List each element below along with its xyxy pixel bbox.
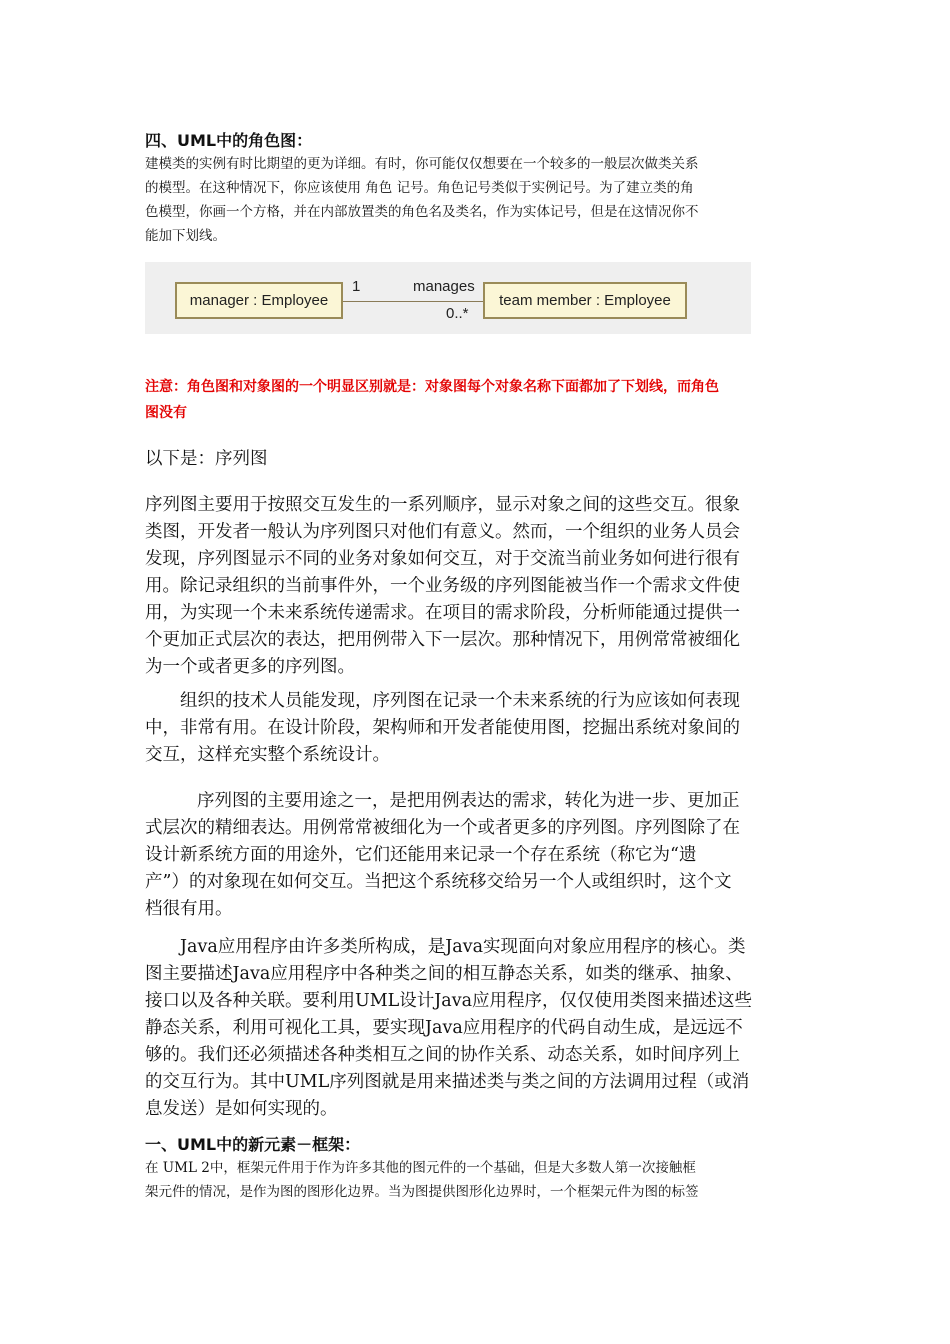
paragraph-1 (145, 492, 815, 681)
text-line: 的交互行为。其中UML序列图就是用来描述类与类之间的方法调用过程（或消 (145, 1072, 750, 1092)
frame-description (145, 1156, 815, 1204)
role-diagram-description (145, 152, 815, 248)
role-box-manager: manager : Employee (175, 282, 343, 319)
text-line: 的模型。在这种情况下，你应该使用 角色 记号。角色记号类似于实例记号。为了建立类的角 (145, 180, 694, 196)
note-line: 图没有 (145, 405, 187, 421)
association-line (343, 301, 483, 302)
text-line: 息发送）是如何实现的。 (145, 1099, 338, 1119)
text-line: 架元件的情况，是作为图的图形化边界。当为图提供图形化边界时，一个框架元件为图的标签 (145, 1184, 699, 1200)
paragraph-3 (145, 788, 815, 923)
text-line: 发现，序列图显示不同的业务对象如何交互，对于交流当前业务如何进行很有 (145, 549, 740, 569)
text-line: 用，为实现一个未来系统传递需求。在项目的需求阶段，分析师能通过提供一 (145, 603, 740, 623)
paragraph-2 (145, 688, 815, 769)
text-line: 组织的技术人员能发现，序列图在记录一个未来系统的行为应该如何表现 (180, 691, 740, 711)
role-diagram-figure (145, 262, 751, 334)
multiplicity-one: 1 (352, 278, 361, 295)
association-label: manages (413, 278, 475, 295)
text-line: 在 UML 2中，框架元件用于作为许多其他的图元件的一个基础，但是大多数人第一次接触框 (145, 1160, 696, 1176)
sequence-intro: 以下是：序列图 (145, 449, 268, 469)
text-line: 产”）的对象现在如何交互。当把这个系统移交给另一个人或组织时，这个文 (145, 872, 732, 892)
text-line: 建模类的实例有时比期望的更为详细。有时，你可能仅仅想要在一个较多的一般层次做类关系 (145, 156, 699, 172)
text-line: 能加下划线。 (145, 228, 226, 244)
text-line: Java应用程序由许多类所构成，是Java实现面向对象应用程序的核心。类 (180, 937, 746, 957)
text-line: 中，非常有用。在设计阶段，架构师和开发者能使用图，挖掘出系统对象间的 (145, 718, 740, 738)
text-line: 类图，开发者一般认为序列图只对他们有意义。然而，一个组织的业务人员会 (145, 522, 740, 542)
text-line: 静态关系，利用可视化工具，要实现Java应用程序的代码自动生成，是远远不 (145, 1018, 743, 1038)
section-heading-role-diagram: 四、UML中的角色图： (145, 131, 313, 150)
text-line: 序列图主要用于按照交互发生的一系列顺序，显示对象之间的这些交互。很象 (145, 495, 740, 515)
note-line: 注意：角色图和对象图的一个明显区别就是：对象图每个对象名称下面都加了下划线，而角色 (145, 379, 719, 395)
text-line: 为一个或者更多的序列图。 (145, 657, 355, 677)
text-line: 够的。我们还必须描述各种类相互之间的协作关系、动态关系，如时间序列上 (145, 1045, 740, 1065)
text-line: 个更加正式层次的表达，把用例带入下一层次。那种情况下，用例常常被细化 (145, 630, 740, 650)
section-heading-frame: 一、UML中的新元素－框架： (145, 1135, 361, 1154)
paragraph-4 (145, 934, 815, 1123)
text-line: 序列图的主要用途之一，是把用例表达的需求，转化为进一步、更加正 (197, 791, 740, 811)
text-line: 档很有用。 (145, 899, 233, 919)
text-line: 式层次的精细表达。用例常常被细化为一个或者更多的序列图。序列图除了在 (145, 818, 740, 838)
multiplicity-many: 0..* (446, 305, 469, 322)
text-line: 用。除记录组织的当前事件外，一个业务级的序列图能被当作一个需求文件使 (145, 576, 740, 596)
text-line: 色模型，你画一个方格，并在内部放置类的角色名及类名，作为实体记号，但是在这情况你不 (145, 204, 699, 220)
note-text (145, 374, 815, 426)
role-box-team-member: team member : Employee (483, 282, 687, 319)
text-line: 接口以及各种关联。要利用UML设计Java应用程序，仅仅使用类图来描述这些 (145, 991, 753, 1011)
text-line: 交互，这样充实整个系统设计。 (145, 745, 390, 765)
text-line: 图主要描述Java应用程序中各种类之间的相互静态关系，如类的继承、抽象、 (145, 964, 743, 984)
text-line: 设计新系统方面的用途外，它们还能用来记录一个存在系统（称它为“遗 (145, 845, 697, 865)
